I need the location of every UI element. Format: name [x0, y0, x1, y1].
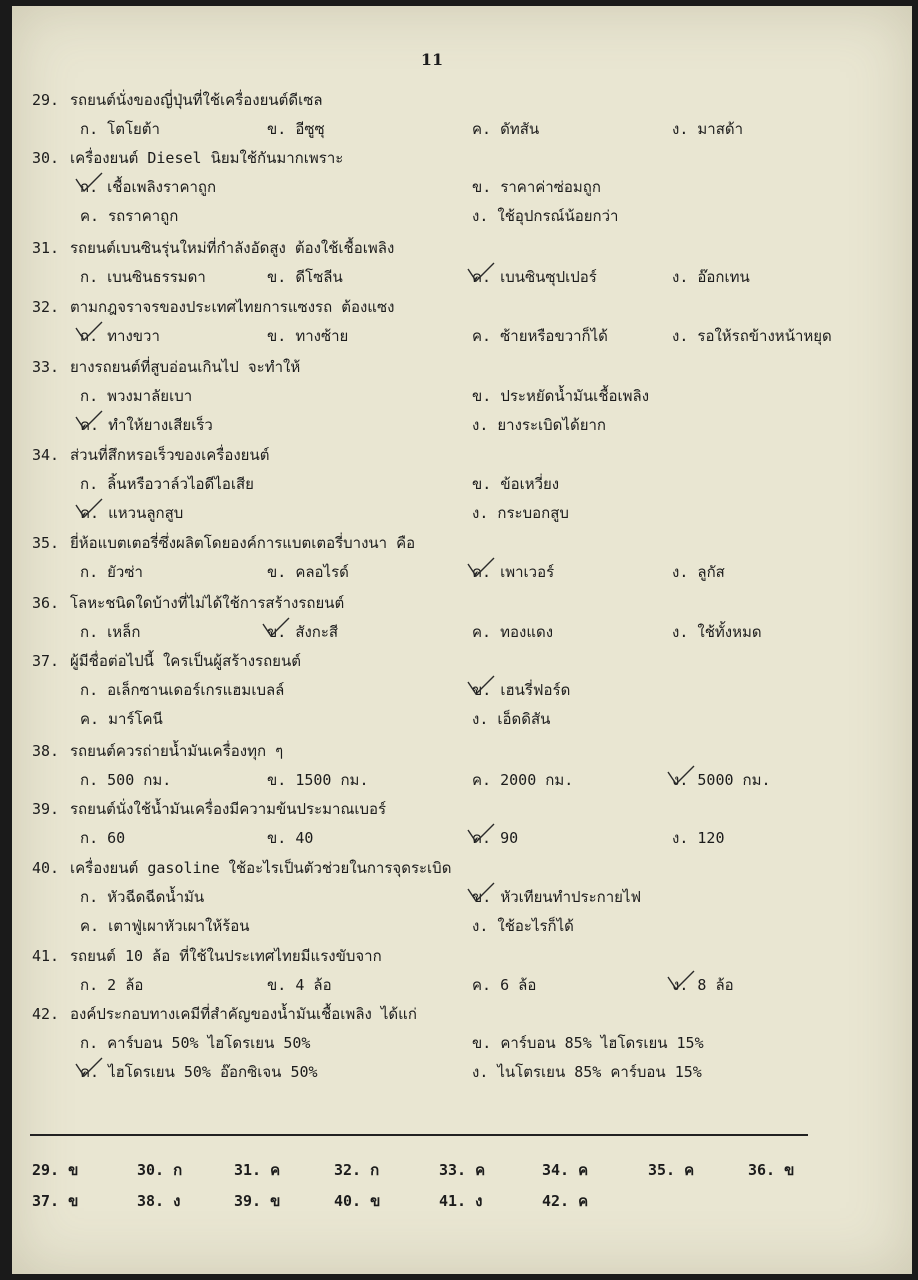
- answer-option: ข. ข้อเหวี่ยง: [472, 475, 560, 493]
- answer-option: ข. ดีโซลีน: [267, 268, 343, 286]
- answer-option: ง. ใช้อุปกรณ์น้อยกว่า: [472, 207, 619, 225]
- page-number: 11: [420, 50, 444, 69]
- question-number: 31.: [32, 239, 60, 257]
- question-number: 33.: [32, 358, 60, 376]
- question-35: [32, 531, 415, 555]
- check-mark-icon: [464, 259, 498, 289]
- check-mark-icon: [464, 820, 498, 850]
- question-text: รถยนต์นั่งใช้น้ำมันเครื่องมีความข้นประมาณเบอร์: [70, 800, 387, 818]
- answer-option: ค. ไฮโดรเยน 50% อ๊อกซิเจน 50%: [80, 1063, 318, 1081]
- answer-option: ค. เตาฟู่เผาหัวเผาให้ร้อน: [80, 917, 250, 935]
- question-text: ผู้มีชื่อต่อไปนี้ ใครเป็นผู้สร้างรถยนต์: [70, 652, 301, 670]
- answer-option: ข. หัวเทียนทำประกายไฟ: [472, 888, 642, 906]
- answer-option: ง. มาสด้า: [672, 120, 744, 138]
- answer-option: ข. ทางซ้าย: [267, 327, 349, 345]
- answer-key-item: 32. ก: [334, 1161, 380, 1179]
- answer-option: ง. เอ็ดดิสัน: [472, 710, 551, 728]
- answer-key-item: 37. ข: [32, 1192, 79, 1210]
- question-41: [32, 944, 382, 968]
- answer-key-item: 31. ค: [234, 1161, 281, 1179]
- question-number: 37.: [32, 652, 60, 670]
- answer-key-item: 30. ก: [137, 1161, 183, 1179]
- check-mark-icon: [72, 318, 106, 348]
- answer-option: ง. รอให้รถข้างหน้าหยุด: [672, 327, 832, 345]
- check-mark-icon: [72, 495, 106, 525]
- answer-key-item: 38. ง: [137, 1192, 181, 1210]
- question-text: รถยนต์ควรถ่ายน้ำมันเครื่องทุก ๆ: [70, 742, 284, 760]
- answer-option: ง. ไนโตรเยน 85% คาร์บอน 15%: [472, 1063, 702, 1081]
- answer-option: ค. 90: [472, 829, 519, 847]
- answer-option: ข. 40: [267, 829, 314, 847]
- question-number: 30.: [32, 149, 60, 167]
- answer-option: ก. พวงมาลัยเบา: [80, 387, 193, 405]
- question-text: ส่วนที่สึกหรอเร็วของเครื่องยนต์: [70, 446, 270, 464]
- answer-option: ค. ดัทสัน: [472, 120, 540, 138]
- question-number: 35.: [32, 534, 60, 552]
- answer-key-item: 34. ค: [542, 1161, 589, 1179]
- answer-option: ข. ประหยัดน้ำมันเชื้อเพลิง: [472, 387, 650, 405]
- question-number: 41.: [32, 947, 60, 965]
- answer-option: ก. หัวฉีดฉีดน้ำมัน: [80, 888, 205, 906]
- question-text: รถยนต์ 10 ล้อ ที่ใช้ในประเทศไทยมีแรงขับจาก: [70, 947, 382, 965]
- answer-option: ง. กระบอกสูบ: [472, 504, 569, 522]
- answer-option: ค. ซ้ายหรือขวาก็ได้: [472, 327, 608, 345]
- question-text: รถยนต์นั่งของญี่ปุ่นที่ใช้เครื่องยนต์ดีเซล: [70, 91, 323, 109]
- question-number: 42.: [32, 1005, 60, 1023]
- answer-key-item: 33. ค: [439, 1161, 486, 1179]
- answer-option: ข. เฮนรี่ฟอร์ด: [472, 681, 571, 699]
- answer-option: ค. ทำให้ยางเสียเร็ว: [80, 416, 213, 434]
- question-38: [32, 739, 283, 763]
- question-number: 32.: [32, 298, 60, 316]
- answer-key-item: 36. ข: [748, 1161, 795, 1179]
- answer-option: ค. เพาเวอร์: [472, 563, 555, 581]
- answer-option: ค. รถราคาถูก: [80, 207, 179, 225]
- question-text: ตามกฎจราจรของประเทศไทยการแซงรถ ต้องแซง: [70, 298, 395, 316]
- answer-option: ข. อีซูซุ: [267, 120, 325, 138]
- answer-option: ง. อ๊อกเทน: [672, 268, 750, 286]
- question-39: [32, 797, 386, 821]
- answer-option: ง. 8 ล้อ: [672, 976, 734, 994]
- answer-key-item: 42. ค: [542, 1192, 589, 1210]
- answer-option: ก. ลิ้นหรือวาล์วไอดีไอเสีย: [80, 475, 254, 493]
- question-text: ยางรถยนต์ที่สูบอ่อนเกินไป จะทำให้: [70, 358, 301, 376]
- answer-option: ง. ใช้อะไรก็ได้: [472, 917, 574, 935]
- answer-option: ก. 60: [80, 829, 126, 847]
- answer-option: ง. ลูกัส: [672, 563, 725, 581]
- answer-option: ก. ยัวซ่า: [80, 563, 143, 581]
- answer-option: ค. 2000 กม.: [472, 771, 574, 789]
- answer-option: ข. คลอไรด์: [267, 563, 349, 581]
- question-number: 38.: [32, 742, 60, 760]
- check-mark-icon: [664, 762, 698, 792]
- question-31: [32, 236, 394, 260]
- check-mark-icon: [72, 1054, 106, 1084]
- answer-option: ง. 5000 กม.: [672, 771, 771, 789]
- question-text: องค์ประกอบทางเคมีที่สำคัญของน้ำมันเชื้อเพลิง ได้แก่: [70, 1005, 417, 1023]
- answer-option: ข. 4 ล้อ: [267, 976, 332, 994]
- answer-option: ก. 2 ล้อ: [80, 976, 144, 994]
- check-mark-icon: [664, 967, 698, 997]
- answer-option: ก. เชื้อเพลิงราคาถูก: [80, 178, 217, 196]
- exam-page: [12, 6, 912, 1274]
- check-mark-icon: [72, 169, 106, 199]
- answer-option: ค. ทองแดง: [472, 623, 554, 641]
- question-number: 34.: [32, 446, 60, 464]
- answer-option: ก. เหล็ก: [80, 623, 141, 641]
- answer-option: ง. 120: [672, 829, 725, 847]
- answer-key-item: 35. ค: [648, 1161, 695, 1179]
- answer-key-item: 39. ข: [234, 1192, 281, 1210]
- question-text: โลหะชนิดใดบ้างที่ไม่ได้ใช้การสร้างรถยนต์: [70, 594, 345, 612]
- question-36: [32, 591, 344, 615]
- answer-option: ข. ราคาค่าซ่อมถูก: [472, 178, 601, 196]
- check-mark-icon: [464, 672, 498, 702]
- question-text: เครื่องยนต์ gasoline ใช้อะไรเป็นตัวช่วยในการจุดระเบิด: [70, 859, 452, 877]
- answer-option: ก. ทางขวา: [80, 327, 160, 345]
- answer-option: ค. เบนซินซุปเปอร์: [472, 268, 597, 286]
- answer-option: ค. มาร์โคนี: [80, 710, 163, 728]
- question-number: 39.: [32, 800, 60, 818]
- check-mark-icon: [464, 879, 498, 909]
- answer-key-item: 40. ข: [334, 1192, 381, 1210]
- question-number: 29.: [32, 91, 60, 109]
- question-number: 40.: [32, 859, 60, 877]
- question-40: [32, 856, 451, 880]
- check-mark-icon: [259, 614, 293, 644]
- answer-option: ค. 6 ล้อ: [472, 976, 537, 994]
- question-text: เครื่องยนต์ Diesel นิยมใช้กันมากเพราะ: [70, 149, 344, 167]
- question-32: [32, 295, 394, 319]
- answer-option: ง. ยางระเบิดได้ยาก: [472, 416, 607, 434]
- question-29: [32, 88, 323, 112]
- question-37: [32, 649, 301, 673]
- question-33: [32, 355, 300, 379]
- answer-option: ค. แหวนลูกสูบ: [80, 504, 184, 522]
- check-mark-icon: [72, 407, 106, 437]
- question-34: [32, 443, 269, 467]
- answer-option: ง. ใช้ทั้งหมด: [672, 623, 762, 641]
- answer-key-item: 29. ข: [32, 1161, 79, 1179]
- answer-option: ก. เบนซินธรรมดา: [80, 268, 206, 286]
- answer-option: ข. 1500 กม.: [267, 771, 369, 789]
- answer-option: ก. อเล็กซานเดอร์เกรแฮมเบลล์: [80, 681, 285, 699]
- question-number: 36.: [32, 594, 60, 612]
- question-text: ยี่ห้อแบตเตอรี่ซึ่งผลิตโดยองค์การแบตเตอรี่บางนา คือ: [70, 534, 416, 552]
- question-30: [32, 146, 343, 170]
- answer-option: ก. 500 กม.: [80, 771, 172, 789]
- answer-option: ก. โตโยต้า: [80, 120, 160, 138]
- answer-option: ข. คาร์บอน 85% ไฮโดรเยน 15%: [472, 1034, 704, 1052]
- question-42: [32, 1002, 417, 1026]
- answer-option: ข. สังกะสี: [267, 623, 339, 641]
- check-mark-icon: [464, 554, 498, 584]
- answer-divider: [30, 1134, 808, 1136]
- question-text: รถยนต์เบนซินรุ่นใหม่ที่กำลังอัดสูง ต้องใช้เชื้อเพลิง: [70, 239, 395, 257]
- answer-key-item: 41. ง: [439, 1192, 483, 1210]
- answer-option: ก. คาร์บอน 50% ไฮโดรเยน 50%: [80, 1034, 311, 1052]
